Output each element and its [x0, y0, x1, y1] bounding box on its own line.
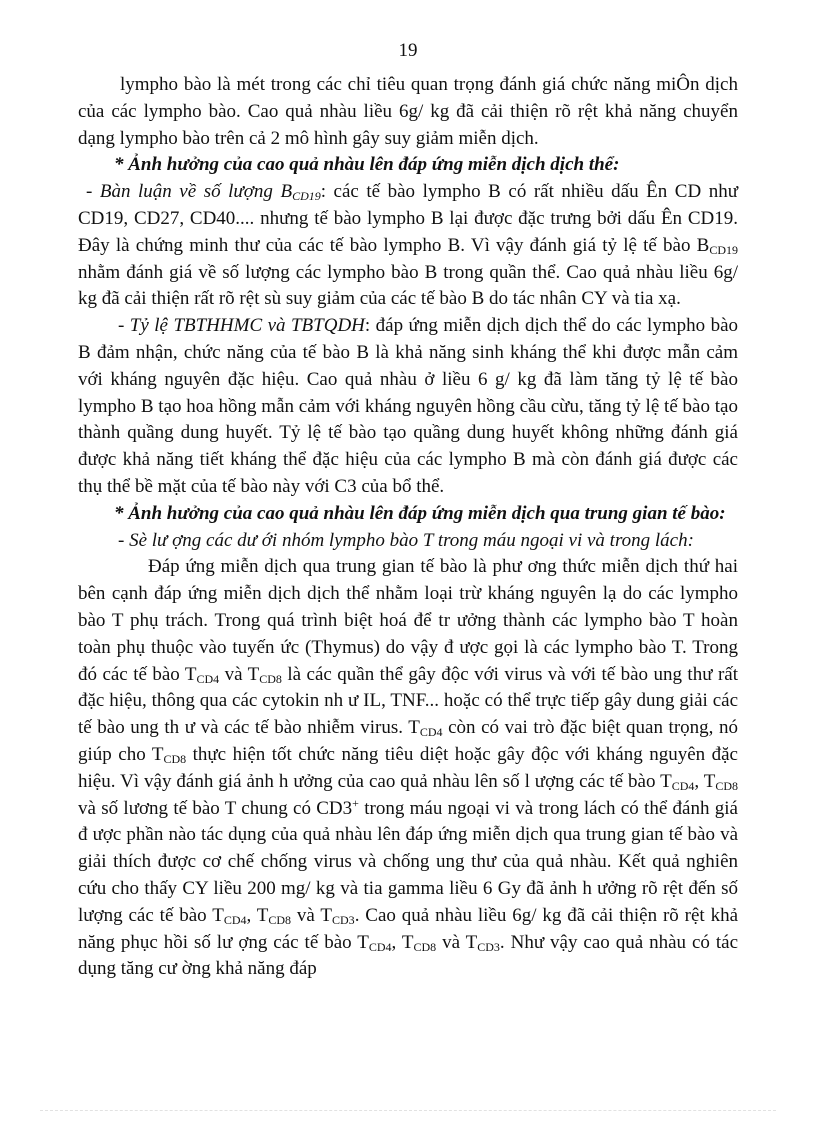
paragraph-b-cd19: - Bàn luận về số lượng $B_{CD19}$: các tế bào lympho B có rất nhiều dấu Ên CD như CD19, CD27, CD40.... nhưng tế bào lympho B lại được đặc trưng bởi dấu Ên CD19. Đây là chứng minh thư của các tế bào lympho B. Vì vậy đánh giá tỷ lệ tế bào $B_{CD19}$ nhằm đánh giá về số lượng các lympho bào B trong quần thể. Cao quả nhàu liều 6g/ kg đã cải thiện rất rõ rệt sù suy giảm của các tế bào B do tác nhân CY và tia xạ.: [78, 181, 738, 310]
page-bottom-rule: [40, 1110, 776, 1111]
paragraph-tbthhmc-tbtqdh: - Tỷ lệ TBTHHMC và TBTQDH: đáp ứng miễn dịch dịch thể do các lympho bào B đảm nhận, chức năng của tế bào B là khả năng sinh kháng thể khi được mẫn cảm với kháng nguyên đặc hiệu. Cao quả nhàu ở liều 6 g/ kg đã làm tăng tỷ lệ tế bào lympho B tạo hoa hồng mẫn cảm với kháng nguyên hồng cầu cừu, tăng tỷ lệ tế bào tạo thành quầng dung huyết. Tỷ lệ tế bào tạo quầng dung huyết không những đánh giá được khả năng tiết kháng thể đặc hiệu của các lympho B mà còn đánh giá được các thụ thể bề mặt của tế bào này với C3 của bổ thể.: [78, 315, 738, 497]
subheading-t-lymphocyte-subgroups: - Sè lư ợng các dư ới nhóm lympho bào T trong máu ngoại vi và trong lách:: [118, 529, 694, 551]
tbthhmc-lead: - Tỷ lệ TBTHHMC và TBTQDH: [118, 315, 365, 337]
document-body: [78, 72, 738, 983]
heading-cell-mediated-immunity: * Ảnh hưởng của cao quả nhàu lên đáp ứng miễn dịch qua trung gian tế bào:: [114, 502, 726, 524]
b-cd19-lead: - Bàn luận về số lượng $B_{CD19}$: [86, 181, 321, 204]
paragraph-cell-mediated-response: Đáp ứng miễn dịch qua trung gian tế bào là phư ơng thức miễn dịch thứ hai bên cạnh đáp ứng miễn dịch dịch thể nhằm loại trừ kháng nguyên lạ do các lympho bào T phụ trách. Trong quá trình biệt hoá để tr ưởng thành các lympho bào T hoàn toàn phụ thuộc vào tuyến ức (Thymus) do vậy đ ược gọi là các lympho bào T. Trong đó các tế bào $T_{CD4}$ và $T_{CD8}$ là các quần thể gây độc với virus và với tế bào ung thư rất đặc hiệu, thông qua các cytokin nh ư IL, TNF... hoặc có thể trực tiếp gây dung giải các tế bào ung th ư và các tế bào nhiễm virus. $T_{CD4}$ còn có vai trò đặc biệt quan trọng, nó giúp cho $T_{CD8}$ thực hiện tốt chức năng tiêu diệt hoặc gây độc với kháng nguyên đặc hiệu. Vì vậy đánh giá ảnh h ưởng của cao quả nhàu lên số l ượng các tế bào $T_{CD4}$, $T_{CD8}$ và số lương tế bào T chung có CD3+ trong máu ngoại vi và trong lách có thể đánh giá đ ược phần nào tác dụng của quả nhàu lên đáp ứng miễn dịch qua trung gian tế bào và giải thích được cơ chế chống virus và chống ung thư của quả nhàu. Kết quả nghiên cứu cho thấy CY liều 200 mg/ kg và tia gamma liều 6 Gy đã ảnh h ưởng rõ rệt đến số lượng các tế bào $T_{CD4}$, $T_{CD8}$ và $T_{CD3}$. Cao quả nhàu liều 6g/ kg đã cải thiện rõ rệt khả năng phục hồi số lư ợng các tế bào $T_{CD4}$, $T_{CD8}$ và $T_{CD3}$. Như vậy cao quả nhàu có tác dụng tăng cư ờng khả năng đáp: [78, 556, 739, 980]
page-number: 19: [398, 40, 418, 61]
paragraph-lymphocyte-transformation: lympho bào là mét trong các chỉ tiêu quan trọng đánh giá chức năng miÔn dịch của các lympho bào. Cao quả nhàu liều 6g/ kg đã cải thiện rõ rệt khả năng chuyển dạng lympho bào trên cả 2 mô hình gây suy giảm miễn dịch.: [78, 74, 738, 149]
heading-humoral-immunity: * Ảnh hưởng của cao quả nhàu lên đáp ứng miễn dịch dịch thể:: [114, 154, 620, 176]
